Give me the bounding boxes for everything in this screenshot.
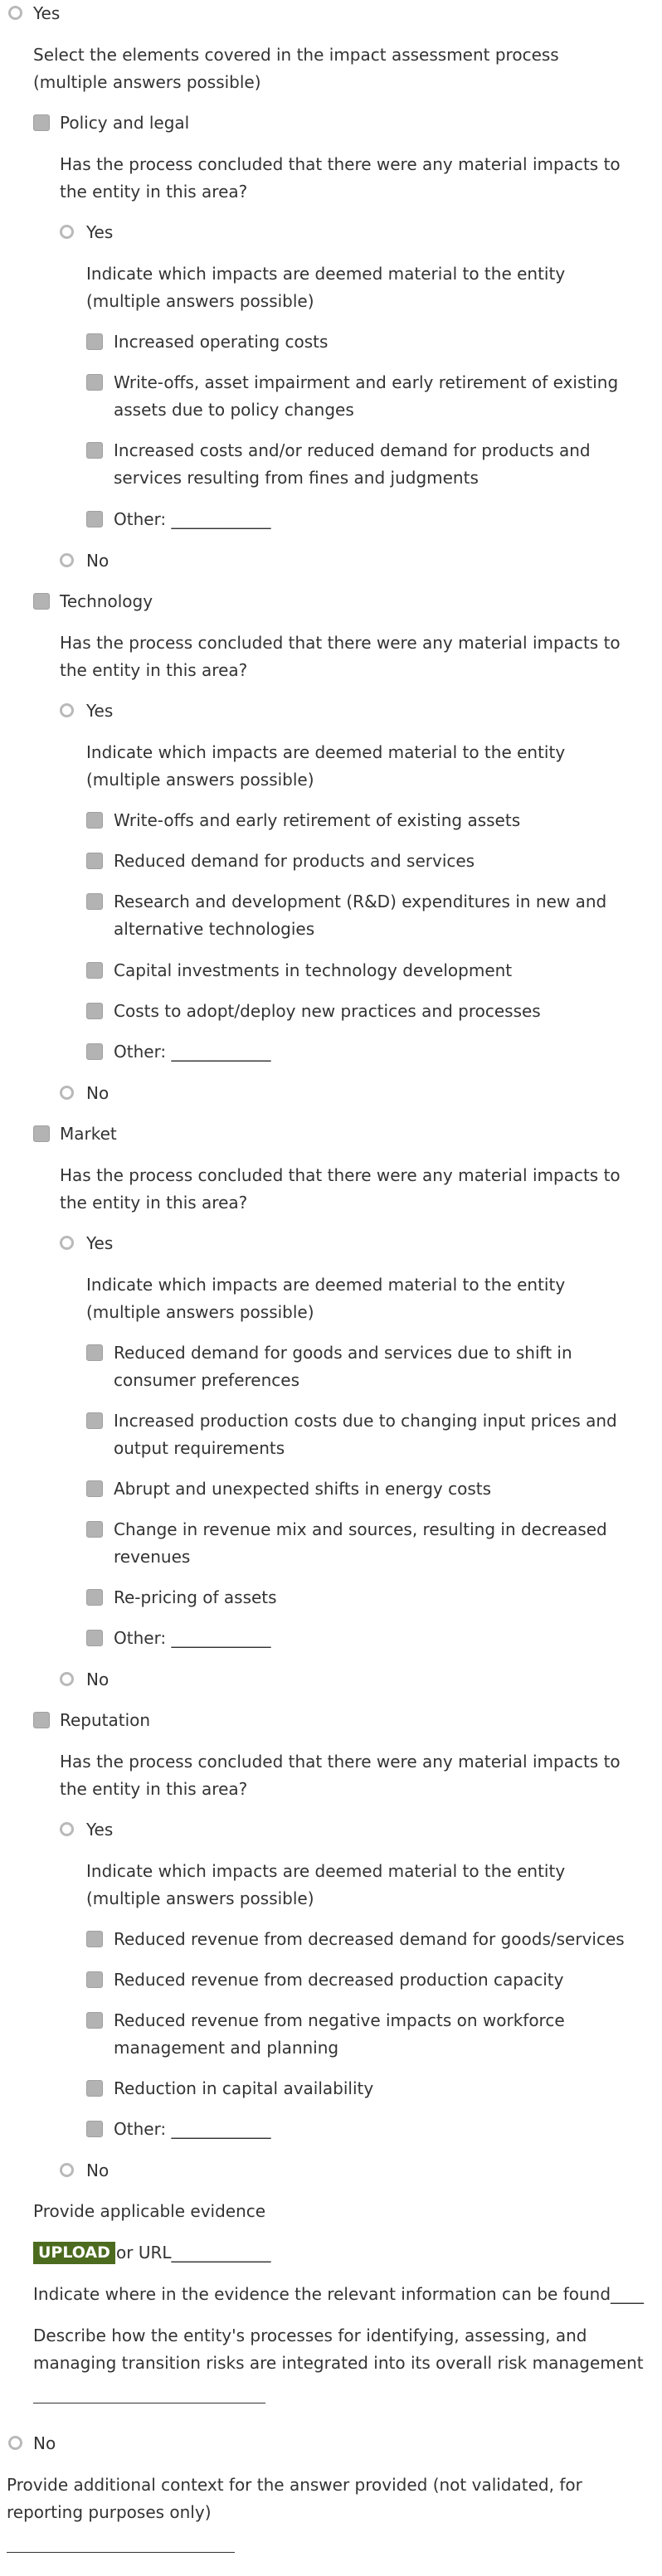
reputation-impact-label-3: Reduced revenue from negative impacts on workforce management and planning [114, 2010, 565, 2058]
technology-impact-label-2: Reduced demand for products and services [114, 851, 475, 871]
policy-indicate-prompt: Indicate which impacts are deemed material to the entity (multiple answers possible) [86, 264, 566, 311]
url-field[interactable]: or URL____________ [116, 2243, 271, 2263]
policy-other-checkbox[interactable] [86, 511, 103, 527]
additional-context-prompt: Provide additional context for the answer provided (not validated, for reporting purposes only) [7, 2475, 582, 2522]
yes-radio[interactable] [8, 6, 22, 20]
reputation-impact-checkbox-3[interactable] [86, 2012, 103, 2029]
policy-impact-label-3: Increased costs and/or reduced demand for products and services resulting from fines and judgments [114, 440, 591, 488]
reputation-other-checkbox[interactable] [86, 2121, 103, 2137]
technology-yes-radio[interactable] [60, 703, 74, 717]
reputation-label: Reputation [60, 1710, 151, 1730]
reputation-impact-checkbox-4[interactable] [86, 2080, 103, 2097]
policy-no-radio[interactable] [60, 553, 74, 567]
reputation-yes-radio[interactable] [60, 1822, 74, 1836]
technology-impact-label-3: Research and development (R&D) expenditures in new and alternative technologies [114, 892, 607, 939]
policy-impact-checkbox-3[interactable] [86, 442, 103, 459]
market-impact-checkbox-1[interactable] [86, 1344, 103, 1361]
reputation-no-label: No [86, 2160, 110, 2180]
technology-impact-label-5: Costs to adopt/deploy new practices and processes [114, 1001, 541, 1021]
technology-question: Has the process concluded that there were any material impacts to the entity in this area? [60, 633, 621, 680]
market-other-checkbox[interactable] [86, 1630, 103, 1646]
technology-other-label[interactable]: Other: ____________ [114, 1042, 271, 1062]
market-question: Has the process concluded that there were any material impacts to the entity in this area? [60, 1165, 621, 1213]
technology-no-label: No [86, 1083, 110, 1103]
market-yes-radio[interactable] [60, 1236, 74, 1250]
policy-impact-checkbox-1[interactable] [86, 333, 103, 350]
technology-impact-checkbox-3[interactable] [86, 893, 103, 910]
technology-impact-checkbox-1[interactable] [86, 812, 103, 829]
policy-legal-checkbox[interactable] [33, 114, 50, 131]
reputation-other-label[interactable]: Other: ____________ [114, 2119, 271, 2139]
reputation-no-radio[interactable] [60, 2163, 74, 2177]
no-radio[interactable] [8, 2436, 22, 2450]
no-label: No [33, 2433, 56, 2453]
technology-impact-label-4: Capital investments in technology development [114, 960, 513, 980]
reputation-impact-label-1: Reduced revenue from decreased demand for goods/services [114, 1929, 625, 1949]
market-impact-checkbox-3[interactable] [86, 1480, 103, 1497]
technology-other-checkbox[interactable] [86, 1043, 103, 1060]
describe-integration-prompt: Describe how the entity's processes for identifying, assessing, and managing transition risks are integrated into its overall risk management [33, 2326, 644, 2373]
reputation-impact-label-4: Reduction in capital availability [114, 2078, 374, 2098]
policy-impact-checkbox-2[interactable] [86, 374, 103, 391]
policy-no-label: No [86, 551, 110, 571]
reputation-yes-label: Yes [86, 1820, 114, 1840]
technology-impact-checkbox-4[interactable] [86, 962, 103, 979]
market-impact-label-3: Abrupt and unexpected shifts in energy costs [114, 1479, 491, 1499]
reputation-impact-checkbox-1[interactable] [86, 1931, 103, 1947]
market-no-radio[interactable] [60, 1672, 74, 1686]
reputation-indicate-prompt: Indicate which impacts are deemed material to the entity (multiple answers possible) [86, 1861, 566, 1908]
technology-indicate-prompt: Indicate which impacts are deemed material to the entity (multiple answers possible) [86, 742, 566, 790]
reputation-checkbox[interactable] [33, 1712, 50, 1728]
technology-impact-checkbox-2[interactable] [86, 853, 103, 869]
where-found-prompt[interactable]: Indicate where in the evidence the relevant information can be found____ [33, 2284, 645, 2304]
evidence-label: Provide applicable evidence [33, 2201, 266, 2221]
technology-no-radio[interactable] [60, 1086, 74, 1100]
market-impact-label-2: Increased production costs due to changing input prices and output requirements [114, 1411, 617, 1458]
market-checkbox[interactable] [33, 1125, 50, 1142]
technology-yes-label: Yes [86, 701, 114, 721]
market-impact-label-5: Re-pricing of assets [114, 1587, 277, 1607]
market-other-label[interactable]: Other: ____________ [114, 1628, 271, 1648]
technology-impact-checkbox-5[interactable] [86, 1003, 103, 1019]
market-impact-checkbox-2[interactable] [86, 1412, 103, 1429]
technology-impact-label-1: Write-offs and early retirement of existing assets [114, 810, 521, 830]
policy-yes-label: Yes [86, 222, 114, 242]
market-label: Market [60, 1124, 117, 1144]
reputation-impact-label-2: Reduced revenue from decreased production capacity [114, 1970, 564, 1990]
technology-label: Technology [60, 591, 153, 611]
market-impact-checkbox-5[interactable] [86, 1589, 103, 1606]
policy-question: Has the process concluded that there were any material impacts to the entity in this area? [60, 154, 621, 202]
market-indicate-prompt: Indicate which impacts are deemed material to the entity (multiple answers possible) [86, 1275, 566, 1322]
technology-checkbox[interactable] [33, 593, 50, 610]
additional-context-line[interactable] [7, 2552, 235, 2553]
policy-other-label[interactable]: Other: ____________ [114, 509, 271, 529]
policy-legal-label: Policy and legal [60, 113, 190, 133]
policy-impact-label-2: Write-offs, asset impairment and early retirement of existing assets due to policy changes [114, 372, 619, 420]
market-no-label: No [86, 1670, 110, 1689]
policy-impact-label-1: Increased operating costs [114, 332, 329, 352]
market-impact-checkbox-4[interactable] [86, 1521, 103, 1538]
reputation-question: Has the process concluded that there were any material impacts to the entity in this area? [60, 1752, 621, 1799]
yes-label: Yes [33, 3, 61, 23]
market-impact-label-4: Change in revenue mix and sources, resulting in decreased revenues [114, 1519, 607, 1567]
market-impact-label-1: Reduced demand for goods and services due to shift in consumer preferences [114, 1343, 572, 1390]
policy-yes-radio[interactable] [60, 225, 74, 239]
reputation-impact-checkbox-2[interactable] [86, 1971, 103, 1988]
market-yes-label: Yes [86, 1233, 114, 1253]
select-elements-prompt: Select the elements covered in the impact assessment process (multiple answers possible) [33, 45, 559, 92]
upload-button[interactable]: UPLOAD [33, 2242, 115, 2264]
